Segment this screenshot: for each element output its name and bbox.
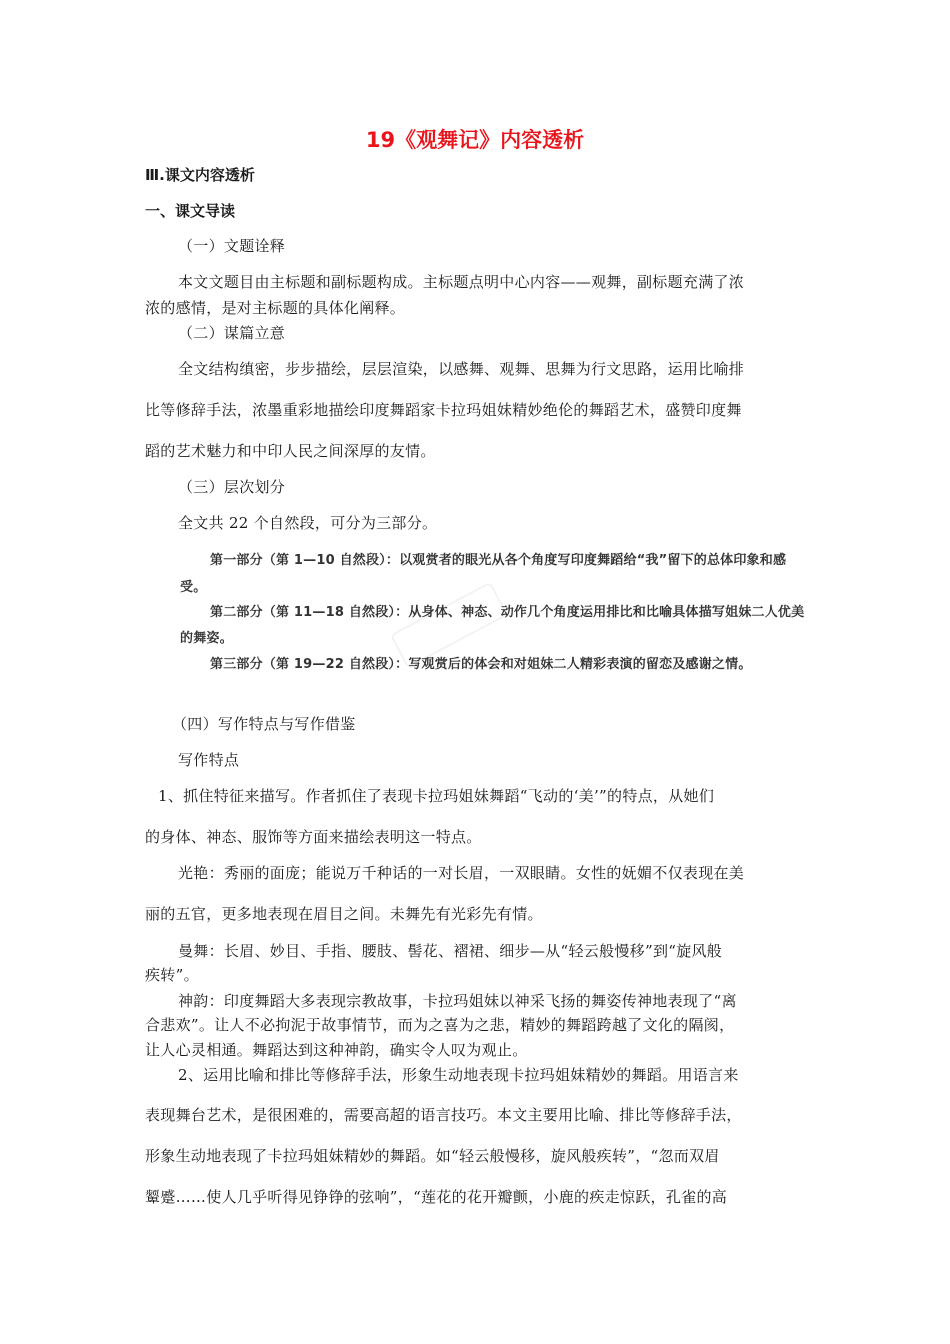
part3-scan-line: 第三部分（第 19—22 自然段）：写观赏后的体会和对姐妹二人精彩表演的留恋及感谢之情。 [210,657,752,672]
guangyan-line: 光艳：秀丽的面庞；能说万千种话的一对长眉，一双眼睛。女性的妩媚不仅表现在美 [178,864,745,882]
manwu-line: 曼舞：长眉、妙目、手指、腰肢、髻花、褶裙、细步—从“轻云般慢移”到“旋风般 [178,942,723,960]
part3-scan-line: 第一部分（第 1—10 自然段）：以观赏者的眼光从各个角度写印度舞蹈给“我”留下的总体印象和感 [210,553,787,568]
section-heading: Ⅲ.课文内容透析 [145,166,255,184]
subsection-heading: 一、课文导读 [145,202,236,220]
part3-intro: 全文共 22 个自然段，可分为三部分。 [178,514,438,532]
point2-line: 颦蹙……使人几乎听得见铮铮的弦响”，“莲花的花开瓣颤，小鹿的疾走惊跃，孔雀的高 [145,1188,728,1206]
part3-scan-line: 第二部分（第 11—18 自然段）：从身体、神态、动作几个角度运用排比和比喻具体描写姐妹二人优美 [210,605,805,620]
shenyun-line: 让人心灵相通。舞蹈达到这种神韵，确实令人叹为观止。 [145,1041,528,1059]
part1-line: 本文文题目由主标题和副标题构成。主标题点明中心内容——观舞，副标题充满了浓 [178,273,745,291]
part1-line: 浓的感情，是对主标题的具体化阐释。 [145,299,406,317]
point2-line: 2、运用比喻和排比等修辞手法，形象生动地表现卡拉玛姐妹精妙的舞蹈。用语言来 [178,1066,739,1084]
part2-label: （二）谋篇立意 [178,324,286,342]
manwu-line: 疾转”。 [145,966,199,984]
point2-line: 表现舞台艺术，是很困难的，需要高超的语言技巧。本文主要用比喻、排比等修辞手法， [145,1106,742,1124]
part2-line: 全文结构缜密，步步描绘，层层渲染，以感舞、观舞、思舞为行文思路，运用比喻排 [178,360,745,378]
shenyun-line: 合悲欢”。让人不必拘泥于故事情节，而为之喜为之悲，精妙的舞蹈跨越了文化的隔阂， [145,1016,735,1034]
part3-label: （三）层次划分 [178,478,286,496]
part3-scan-line: 的舞姿。 [180,631,233,646]
part2-line: 比等修辞手法，浓墨重彩地描绘印度舞蹈家卡拉玛姐妹精妙绝伦的舞蹈艺术，盛赞印度舞 [145,401,742,419]
point1-line: 1、抓住特征来描写。作者抓住了表现卡拉玛姐妹舞蹈“飞动的‘美’”的特点，从她们 [158,787,715,805]
point1-line: 的身体、神态、服饰等方面来描绘表明这一特点。 [145,828,482,846]
part3-scan-line: 受。 [180,580,207,595]
part1-label: （一）文题诠释 [178,237,286,255]
page-title: 19《观舞记》内容透析 [365,128,585,152]
shenyun-line: 神韵：印度舞蹈大多表现宗教故事，卡拉玛姐妹以神采飞扬的舞姿传神地表现了“离 [178,992,737,1010]
features-label: 写作特点 [178,751,240,769]
part2-line: 蹈的艺术魅力和中印人民之间深厚的友情。 [145,442,436,460]
guangyan-line: 丽的五官，更多地表现在眉目之间。未舞先有光彩先有情。 [145,905,543,923]
part4-label: （四）写作特点与写作借鉴 [172,715,356,733]
point2-line: 形象生动地表现了卡拉玛姐妹精妙的舞蹈。如“轻云般慢移，旋风般疾转”，“忽而双眉 [145,1147,720,1165]
